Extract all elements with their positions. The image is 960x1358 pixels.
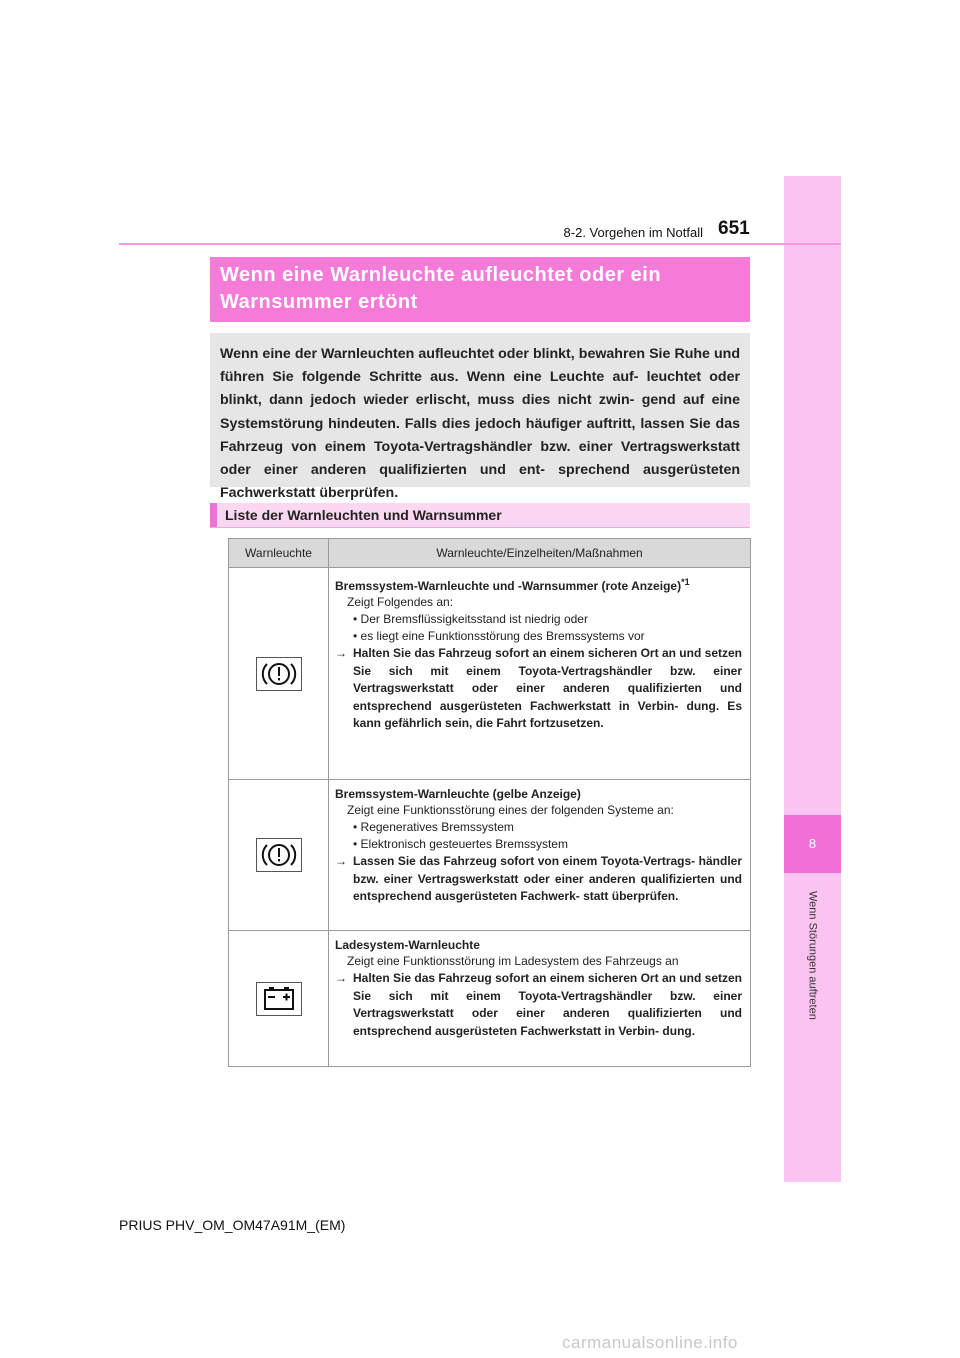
- description-cell: [329, 780, 751, 931]
- light-title: [335, 574, 742, 594]
- brake-warning-icon: [256, 657, 302, 691]
- page-number: 651: [718, 218, 750, 239]
- chapter-label-text: Wenn Störungen auftreten: [806, 890, 819, 1020]
- footer-document-code: PRIUS PHV_OM_OM47A91M_(EM): [119, 1217, 346, 1233]
- icon-cell: [229, 568, 329, 780]
- action-text: [335, 853, 742, 906]
- table-row: [229, 568, 751, 780]
- heading-line-2: Warnsummer ertönt: [220, 291, 418, 313]
- footnote-marker: *1: [681, 577, 690, 587]
- subheading-underline: [210, 527, 750, 528]
- header-divider: [119, 243, 841, 245]
- table-row: [229, 780, 751, 931]
- list-item: • Elektronisch gesteuertes Bremssystem: [353, 837, 568, 851]
- warning-light-table: [228, 538, 751, 1067]
- brake-warning-icon: [256, 838, 302, 872]
- description-cell: [329, 568, 751, 780]
- list-item: • Der Bremsflüssigkeitsstand ist niedrig oder: [353, 612, 588, 626]
- section-title: 8-2. Vorgehen im Notfall: [563, 225, 703, 240]
- arrow-icon: →: [335, 646, 347, 660]
- action-text-body: Halten Sie das Fahrzeug sofort an einem sicheren Ort an und setzen Sie sich mit einem Toyota-Vertragshändler bzw. einer Vertragswerkstatt oder einer anderen qualifizierten und entsprechend ausgerüsteten Fachwerkstatt in Verbin- dung.: [353, 971, 742, 1038]
- page-heading: [210, 257, 750, 322]
- table-header-col2: Warnleuchte/Einzelheiten/Maßnahmen: [329, 539, 751, 568]
- intro-box: [210, 333, 750, 502]
- chapter-number: 8: [784, 815, 841, 873]
- light-intro: Zeigt Folgendes an:: [347, 595, 454, 609]
- light-title: Bremssystem-Warnleuchte (gelbe Anzeige): [335, 787, 581, 801]
- heading-line-1: Wenn eine Warnleuchte aufleuchtet oder ein: [220, 264, 662, 286]
- table-row: [229, 931, 751, 1067]
- subheading: [210, 503, 750, 527]
- watermark: carmanualsonline.info: [562, 1333, 738, 1352]
- table-header-row: [229, 539, 751, 568]
- arrow-icon: →: [335, 854, 347, 868]
- action-text-body: Lassen Sie das Fahrzeug sofort von einem Toyota-Vertrags- händler bzw. einer Vertragswerkstatt oder einer anderen qualifizierten und entsprechend ausgerüsteten Fachwerk- statt überprüfen.: [353, 854, 742, 904]
- arrow-icon: →: [335, 971, 347, 985]
- table-header-col1: Warnleuchte: [229, 539, 329, 568]
- list-item: • Regeneratives Bremssystem: [353, 820, 514, 834]
- light-intro: Zeigt eine Funktionsstörung eines der folgenden Systeme an:: [347, 803, 674, 817]
- chapter-label: [784, 880, 841, 1030]
- icon-cell: [229, 931, 329, 1067]
- intro-text: Wenn eine der Warnleuchten aufleuchtet oder blinkt, bewahren Sie Ruhe und führen Sie folgende Schritte aus. Wenn eine Leuchte auf- leuchtet oder blinkt, dann jedoch wieder erlischt, muss dies nicht zwin- gend auf eine Systemstörung hindeuten. Falls dies jedoch häufiger auftritt, lassen Sie das Fahrzeug von einem Toyota-Vertragshändler bzw. einer Vertragswerkstatt oder einer anderen qualifizierten und ent- sprechend ausgerüsteten Fachwerkstatt überprüfen.: [220, 346, 740, 502]
- description-cell: [329, 931, 751, 1067]
- action-text: [335, 970, 742, 1040]
- list-item: • es liegt eine Funktionsstörung des Bremssystems vor: [353, 629, 645, 643]
- battery-warning-icon: [256, 982, 302, 1016]
- light-intro: Zeigt eine Funktionsstörung im Ladesystem des Fahrzeugs an: [347, 954, 679, 968]
- subheading-text: Liste der Warnleuchten und Warnsummer: [225, 507, 502, 523]
- action-text-body: Halten Sie das Fahrzeug sofort an einem sicheren Ort an und setzen Sie sich mit einem Toyota-Vertragshändler bzw. einer Vertragswerkstatt oder einer anderen qualifizierten und entsprechend ausgerüsteten Fachwerkstatt in Verbin- dung. Es kann gefährlich sein, die Fahrt fortzusetzen.: [353, 646, 742, 731]
- heading-text: [220, 262, 740, 316]
- icon-cell: [229, 780, 329, 931]
- action-text: [335, 645, 742, 733]
- light-title: Ladesystem-Warnleuchte: [335, 938, 480, 952]
- chapter-side-tab: [784, 176, 841, 1182]
- light-title-text: Bremssystem-Warnleuchte und -Warnsummer (rote Anzeige): [335, 579, 682, 593]
